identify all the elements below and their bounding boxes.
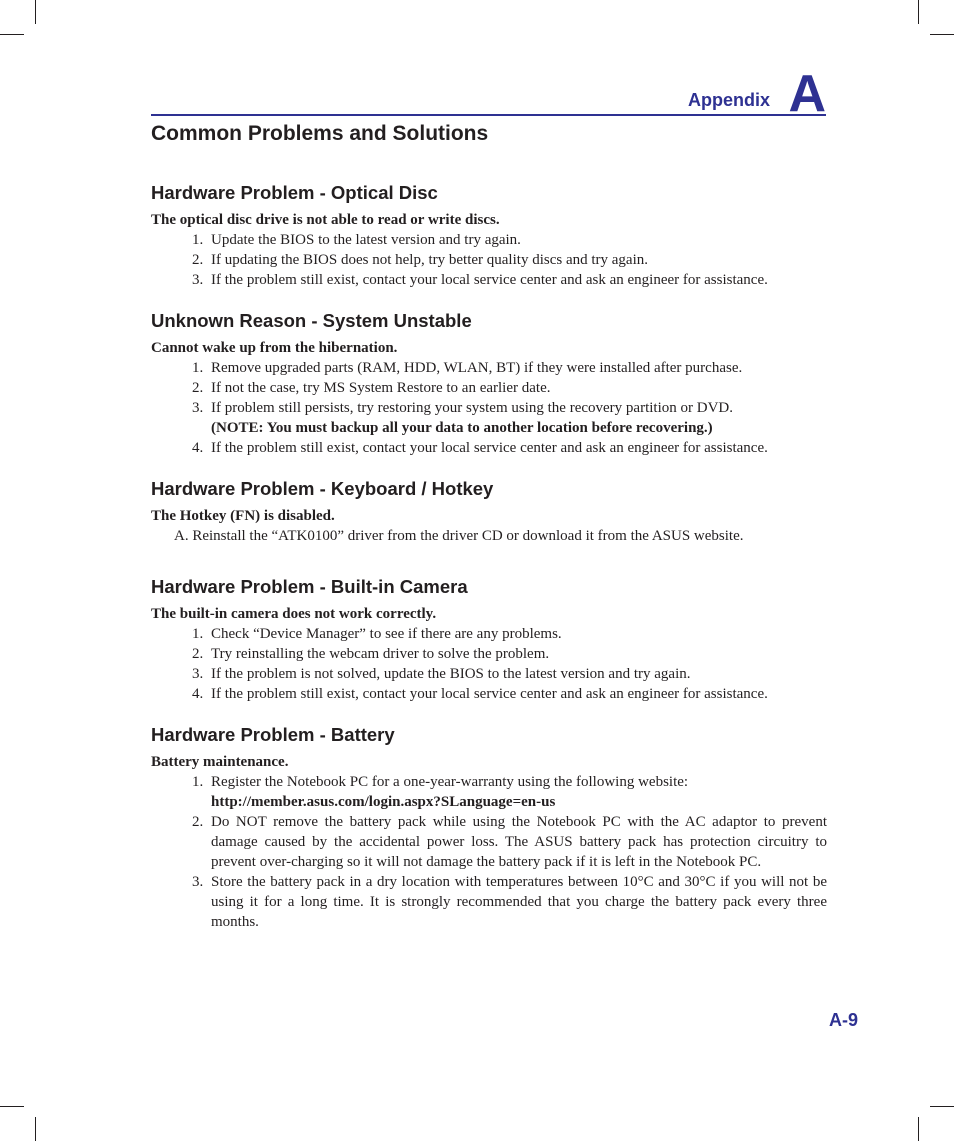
problem-statement: Cannot wake up from the hibernation.	[151, 340, 398, 356]
section-system-unstable	[151, 308, 827, 458]
step-number: 3.	[192, 666, 204, 682]
list-item	[151, 230, 827, 250]
step-number: A.	[174, 528, 189, 544]
step-number: 4.	[192, 686, 204, 702]
step-text: If updating the BIOS does not help, try better quality discs and try again.	[211, 252, 648, 268]
crop-mark	[0, 1106, 24, 1107]
section-heading: Unknown Reason - System Unstable	[151, 310, 472, 331]
list-item	[151, 772, 827, 812]
backup-note: (NOTE: You must backup all your data to another location before recovering.)	[211, 420, 713, 436]
step-text: Store the battery pack in a dry location with temperatures between 10°C and 30°C if you will not be using it for a long time. It is strongly recommended that you charge the battery pack every three months.	[211, 874, 827, 930]
crop-mark	[35, 0, 36, 24]
section-optical-disc	[151, 180, 827, 290]
crop-mark	[930, 34, 954, 35]
page-title: Common Problems and Solutions	[151, 122, 489, 145]
appendix-letter: A	[788, 65, 826, 123]
list-item	[151, 644, 827, 664]
step-text: If the problem still exist, contact your local service center and ask an engineer for assistance.	[211, 686, 768, 702]
solution-steps	[151, 624, 827, 704]
main-content	[151, 180, 827, 950]
list-item	[151, 526, 827, 546]
section-heading: Hardware Problem - Keyboard / Hotkey	[151, 478, 494, 499]
crop-mark	[0, 34, 24, 35]
problem-statement: The built-in camera does not work correctly.	[151, 606, 437, 622]
page-header	[151, 62, 826, 123]
step-text: Update the BIOS to the latest version and try again.	[211, 232, 521, 248]
step-number: 3.	[192, 272, 204, 288]
step-number: 1.	[192, 774, 204, 790]
step-text: Register the Notebook PC for a one-year-warranty using the following website:	[211, 774, 689, 790]
list-item	[151, 398, 827, 438]
step-text: If the problem still exist, contact your local service center and ask an engineer for assistance.	[211, 440, 768, 456]
step-number: 1.	[192, 232, 204, 248]
step-number: 2.	[192, 380, 204, 396]
step-number: 1.	[192, 360, 204, 376]
step-number: 3.	[192, 874, 204, 890]
step-text: If the problem still exist, contact your local service center and ask an engineer for assistance.	[211, 272, 768, 288]
solution-steps	[151, 772, 827, 932]
list-item	[151, 378, 827, 398]
solution-steps	[151, 358, 827, 458]
step-text: Do NOT remove the battery pack while using the Notebook PC with the AC adaptor to prevent damage caused by the accidental power loss. The ASUS battery pack has protection circuitry to prevent over-charging so it will not damage the battery pack if it is left in the Notebook PC.	[211, 814, 827, 870]
solution-steps	[151, 230, 827, 290]
list-item	[151, 358, 827, 378]
step-text: If problem still persists, try restoring your system using the recovery partition or DVD.	[211, 400, 733, 416]
step-text: If not the case, try MS System Restore to an earlier date.	[211, 380, 551, 396]
crop-mark	[35, 1117, 36, 1141]
step-text: Remove upgraded parts (RAM, HDD, WLAN, BT) if they were installed after purchase.	[211, 360, 743, 376]
step-text: Reinstall the “ATK0100” driver from the driver CD or download it from the ASUS website.	[192, 528, 744, 544]
step-text: If the problem is not solved, update the BIOS to the latest version and try again.	[211, 666, 691, 682]
list-item	[151, 270, 827, 290]
section-heading: Hardware Problem - Optical Disc	[151, 182, 438, 203]
crop-mark	[918, 1117, 919, 1141]
section-keyboard-hotkey	[151, 476, 827, 546]
page-number: A-9	[828, 1010, 858, 1030]
step-number: 4.	[192, 440, 204, 456]
step-text: Check “Device Manager” to see if there are any problems.	[211, 626, 562, 642]
problem-statement: The Hotkey (FN) is disabled.	[151, 508, 335, 524]
section-built-in-camera	[151, 574, 827, 704]
crop-mark	[918, 0, 919, 24]
step-number: 2.	[192, 814, 204, 830]
section-heading: Hardware Problem - Built-in Camera	[151, 576, 468, 597]
list-item	[151, 624, 827, 644]
step-text: Try reinstalling the webcam driver to solve the problem.	[211, 646, 550, 662]
list-item	[151, 684, 827, 704]
list-item	[151, 250, 827, 270]
step-number: 2.	[192, 646, 204, 662]
registration-url[interactable]: http://member.asus.com/login.aspx?SLanguage=en-us	[211, 794, 556, 810]
appendix-label: Appendix	[687, 90, 770, 110]
list-item	[151, 812, 827, 872]
problem-statement: Battery maintenance.	[151, 754, 289, 770]
step-number: 1.	[192, 626, 204, 642]
step-number: 2.	[192, 252, 204, 268]
list-item	[151, 664, 827, 684]
list-item	[151, 872, 827, 932]
section-battery	[151, 722, 827, 932]
list-item	[151, 438, 827, 458]
problem-statement: The optical disc drive is not able to read or write discs.	[151, 212, 500, 228]
step-number: 3.	[192, 400, 204, 416]
section-heading: Hardware Problem - Battery	[151, 724, 395, 745]
crop-mark	[930, 1106, 954, 1107]
